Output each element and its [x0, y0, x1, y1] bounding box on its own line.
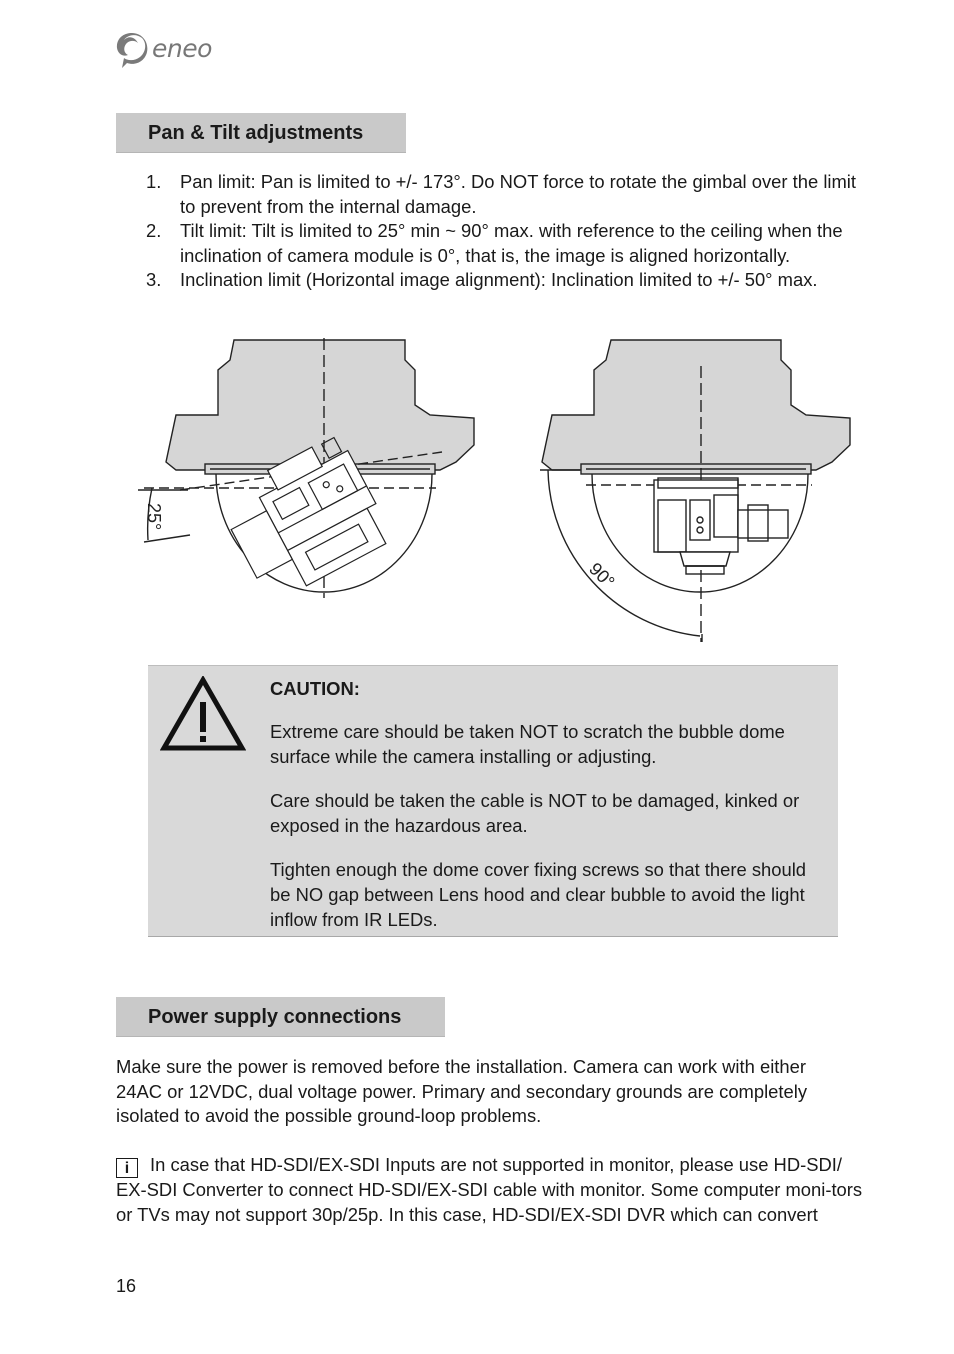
list-text: Inclination limit (Horizontal image alignment): Inclination limited to +/- 50° max.	[180, 269, 818, 290]
dome-left-drawing	[138, 338, 474, 605]
brand-logo	[114, 30, 224, 72]
caution-paragraph: Extreme care should be taken NOT to scratch the bubble dome surface while the camera installing or adjusting.	[270, 721, 785, 767]
info-note-text: In case that HD-SDI/EX-SDI Inputs are not supported in monitor, please use HD-SDI/ EX-SDI Converter to connect HD-SDI/EX-SDI cable with monitor. Some computer moni-tors or TVs may not support 30p/25p. In this case, HD-SDI/EX-SDI DVR which can convert	[116, 1154, 863, 1225]
caution-box	[148, 665, 838, 937]
tilt-limit-diagram	[130, 330, 860, 650]
caution-paragraph: Care should be taken the cable is NOT to be damaged, kinked or exposed in the hazardous area.	[270, 790, 800, 836]
list-item	[116, 268, 876, 293]
eneo-swirl-icon	[114, 30, 150, 72]
caution-title: CAUTION:	[270, 678, 360, 699]
right-angle-label: 90°	[585, 558, 619, 593]
warning-triangle-icon	[160, 676, 246, 752]
caution-content	[270, 676, 830, 951]
info-note	[116, 1153, 876, 1227]
section-title-pan-tilt: Pan & Tilt adjustments	[116, 113, 406, 153]
page-number: 16	[116, 1276, 137, 1296]
list-text: Tilt limit: Tilt is limited to 25° min ~ 90° max. with reference to the ceiling when the inclination of camera module is 0°, that is, the image is aligned horizontally.	[180, 220, 843, 266]
list-item	[116, 170, 876, 219]
info-icon: i	[116, 1158, 138, 1178]
list-number: 3.	[146, 269, 162, 290]
left-angle-label: 25°	[144, 503, 164, 531]
list-item	[116, 219, 876, 268]
section-title-power-supply: Power supply connections	[116, 997, 445, 1037]
caution-paragraph: Tighten enough the dome cover fixing screws so that there should be NO gap between Lens hood and clear bubble to avoid the light inflow from IR LEDs.	[270, 859, 807, 930]
dome-right-drawing	[540, 340, 850, 642]
list-text: Pan limit: Pan is limited to +/- 173°. Do NOT force to rotate the gimbal over the limit to prevent from the internal damage.	[180, 171, 856, 217]
list-number: 1.	[146, 171, 162, 192]
pan-tilt-list	[116, 170, 876, 293]
list-number: 2.	[146, 220, 162, 241]
brand-name: eneo	[152, 34, 212, 63]
power-paragraph: Make sure the power is removed before the installation. Camera can work with either 24AC or 12VDC, dual voltage power. Primary and secondary grounds are completely isolated to avoid the possible ground-loop problems.	[116, 1056, 808, 1126]
